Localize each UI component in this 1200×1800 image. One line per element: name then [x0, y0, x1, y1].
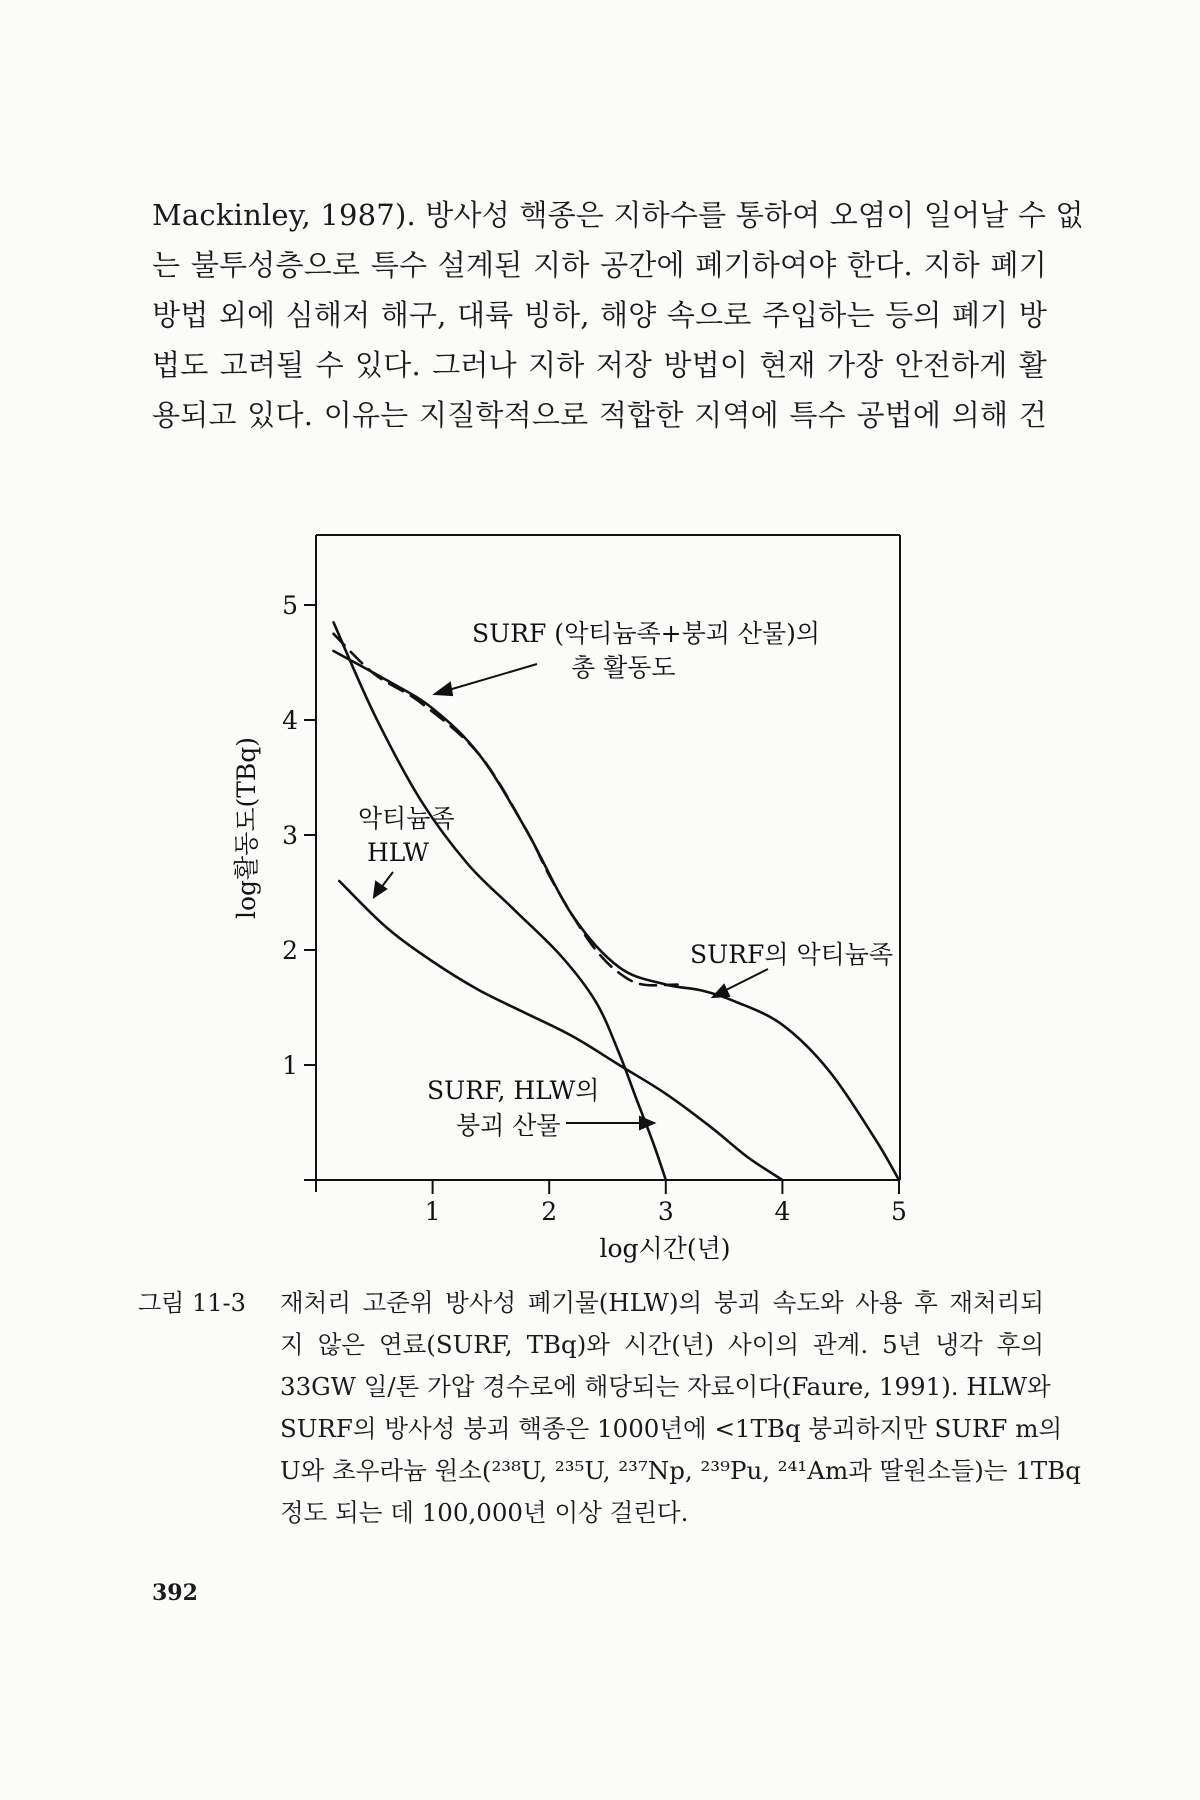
caption-line: 33GW 일/톤 가압 경수로에 해당되는 자료이다(Faure, 1991). HLW와: [280, 1372, 1051, 1401]
x-tick-label: 4: [774, 1197, 791, 1226]
x-tick-label: 2: [541, 1197, 558, 1226]
arrow-surf-actinides-head: [713, 985, 729, 997]
arrow-surf-total-head: [435, 683, 452, 695]
x-tick-label: 1: [424, 1197, 441, 1226]
annotation-actinide-hlw-line2: HLW: [367, 838, 429, 867]
y-axis-label: log활동도(TBq): [232, 736, 261, 920]
y-tick-label: 1: [282, 1051, 298, 1080]
y-tick-label: 3: [282, 821, 298, 850]
x-axis-label: log시간(년): [599, 1234, 731, 1263]
body-line: 방법 외에 심해저 해구, 대륙 빙하, 해양 속으로 주입하는 등의 폐기 방: [152, 298, 1047, 332]
caption-line: 정도 되는 데 100,000년 이상 걸린다.: [280, 1498, 689, 1527]
axis-ticks: [282, 591, 907, 1226]
caption-label: 그림 11-3: [138, 1289, 246, 1317]
caption-line: U와 초우라늄 원소(²³⁸U, ²³⁵U, ²³⁷Np, ²³⁹Pu, ²⁴¹Am과 딸원소들)는 1TBq: [280, 1456, 1081, 1485]
annotation-decay-products-line2: 붕괴 산물: [456, 1111, 561, 1140]
y-tick-label: 2: [282, 936, 298, 965]
x-tick-label: 3: [657, 1197, 674, 1226]
annotation-actinide-hlw-line1: 악티늄족: [358, 804, 455, 833]
body-line: Mackinley, 1987). 방사성 핵종은 지하수를 통하여 오염이 일어날 수 없: [152, 198, 1084, 232]
series-actinide-hlw: [339, 881, 782, 1180]
caption-line: SURF의 방사성 붕괴 핵종은 1000년에 <1TBq 붕괴하지만 SURF m의: [280, 1414, 1063, 1443]
series-surf-actinides: [334, 651, 900, 1180]
annotation-surf-actinides: SURF의 악티늄족: [690, 940, 894, 969]
annotation-decay-products-line1: SURF, HLW의: [427, 1076, 600, 1105]
annotation-arrows: [374, 664, 768, 1129]
x-tick-label: 5: [891, 1197, 907, 1226]
y-tick-label: 4: [282, 706, 298, 735]
caption-line: 재처리 고준위 방사성 폐기물(HLW)의 붕괴 속도와 사용 후 재처리되: [280, 1288, 1044, 1317]
body-line: 용되고 있다. 이유는 지질학적으로 적합한 지역에 특수 공법에 의해 건: [152, 398, 1047, 432]
page-number: 392: [152, 1580, 198, 1606]
annotation-surf-total-line2: 총 활동도: [571, 653, 676, 682]
y-tick-label: 5: [282, 591, 298, 620]
caption-line: 지 않은 연료(SURF, TBq)와 시간(년) 사이의 관계. 5년 냉각 후의: [280, 1330, 1044, 1359]
caption-text: [280, 1282, 1081, 1534]
annotation-surf-total-line1: SURF (악티늄족+붕괴 산물)의: [472, 619, 821, 648]
series-lines: [334, 622, 900, 1180]
body-line: 는 불투성층으로 특수 설계된 지하 공간에 폐기하여야 한다. 지하 폐기: [152, 248, 1047, 282]
body-line: 법도 고려될 수 있다. 그러나 지하 저장 방법이 현재 가장 안전하게 활: [152, 348, 1047, 382]
